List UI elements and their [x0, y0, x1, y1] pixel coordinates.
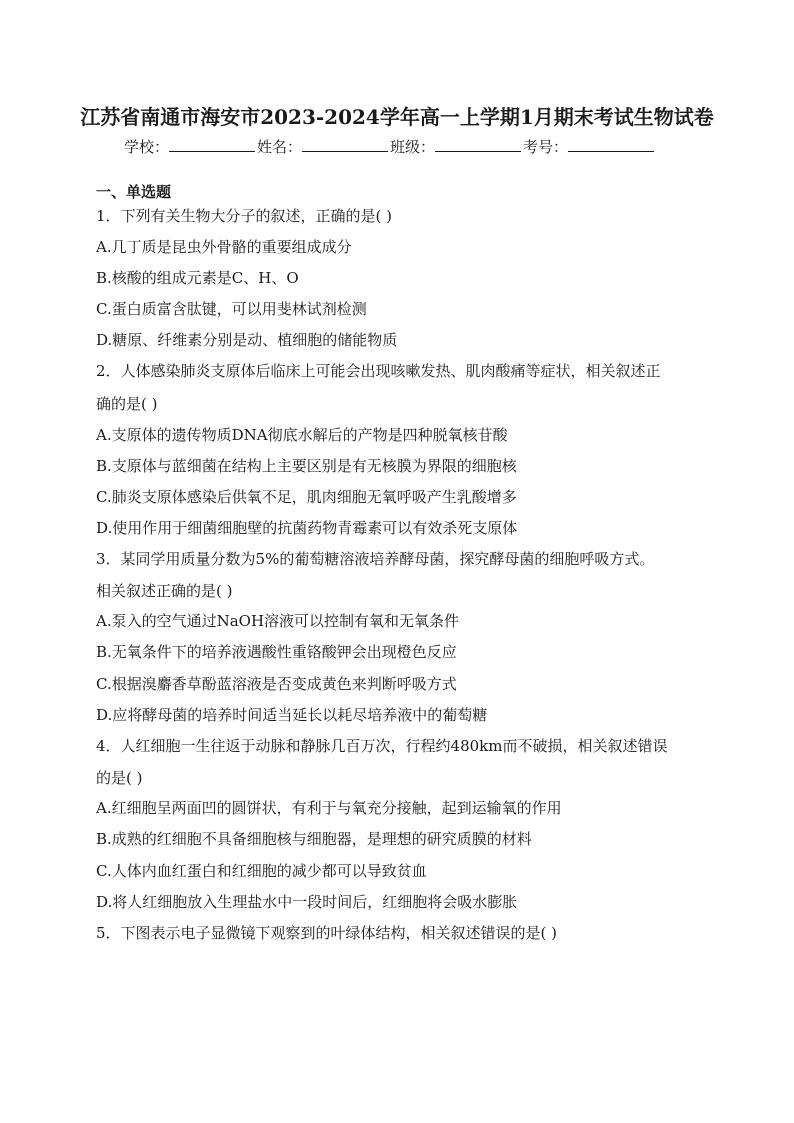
school-blank — [169, 137, 255, 152]
class-label: 班级： — [390, 138, 436, 156]
question-4-option-d: D.将人红细胞放入生理盐水中一段时间后，红细胞将会吸水膨胀 — [96, 893, 518, 911]
school-label: 学校： — [124, 138, 170, 156]
name-label: 姓名： — [257, 138, 303, 156]
question-1-option-a: A.几丁质是昆虫外骨骼的重要组成成分 — [96, 238, 352, 256]
exam-number-blank — [568, 137, 654, 152]
question-1-option-d: D.糖原、纤维素分别是动、植细胞的储能物质 — [96, 331, 398, 349]
exam-number-label: 考号： — [523, 138, 569, 156]
question-3-option-d: D.应将酵母菌的培养时间适当延长以耗尽培养液中的葡萄糖 — [96, 706, 488, 724]
question-3-stem-line-1: 3．某同学用质量分数为5%的葡萄糖溶液培养酵母菌，探究酵母菌的细胞呼吸方式。 — [96, 550, 655, 568]
question-4-stem-line-1: 4．人红细胞一生往返于动脉和静脉几百万次，行程约480km而不破损，相关叙述错误 — [96, 737, 668, 755]
name-blank — [302, 137, 388, 152]
student-info-line — [124, 136, 656, 157]
question-5-stem: 5．下图表示电子显微镜下观察到的叶绿体结构，相关叙述错误的是( ) — [96, 924, 558, 942]
section-title: 一、单选题 — [96, 183, 172, 201]
question-3-option-c: C.根据溴麝香草酚蓝溶液是否变成黄色来判断呼吸方式 — [96, 675, 457, 693]
question-3-option-b: B.无氧条件下的培养液遇酸性重铬酸钾会出现橙色反应 — [96, 643, 457, 661]
question-1-option-b: B.核酸的组成元素是C、H、O — [96, 269, 299, 287]
question-1-option-c: C.蛋白质富含肽键，可以用斐林试剂检测 — [96, 300, 367, 318]
question-3-option-a: A.泵入的空气通过NaOH溶液可以控制有氧和无氧条件 — [96, 612, 460, 630]
question-4-option-c: C.人体内血红蛋白和红细胞的减少都可以导致贫血 — [96, 862, 427, 880]
class-blank — [435, 137, 521, 152]
question-4-option-b: B.成熟的红细胞不具备细胞核与细胞器，是理想的研究质膜的材料 — [96, 830, 532, 848]
question-3-stem-line-2: 相关叙述正确的是( ) — [96, 582, 233, 600]
question-2-option-a: A.支原体的遗传物质DNA彻底水解后的产物是四种脱氧核苷酸 — [96, 426, 508, 444]
question-2-option-b: B.支原体与蓝细菌在结构上主要区别是有无核膜为界限的细胞核 — [96, 457, 517, 475]
question-2-stem-line-2: 确的是( ) — [96, 395, 158, 413]
question-2-stem-line-1: 2．人体感染肺炎支原体后临床上可能会出现咳嗽发热、肌肉酸痛等症状，相关叙述正 — [96, 362, 661, 380]
page-title: 江苏省南通市海安市2023-2024学年高一上学期1月期末考试生物试卷 — [80, 105, 714, 129]
question-4-stem-line-2: 的是( ) — [96, 769, 143, 787]
question-2-option-c: C.肺炎支原体感染后供氧不足，肌肉细胞无氧呼吸产生乳酸增多 — [96, 488, 517, 506]
question-2-option-d: D.使用作用于细菌细胞壁的抗菌药物青霉素可以有效杀死支原体 — [96, 519, 518, 537]
question-1-stem: 1．下列有关生物大分子的叙述，正确的是( ) — [96, 207, 393, 225]
question-4-option-a: A.红细胞呈两面凹的圆饼状，有利于与氧充分接触，起到运输氧的作用 — [96, 799, 562, 817]
